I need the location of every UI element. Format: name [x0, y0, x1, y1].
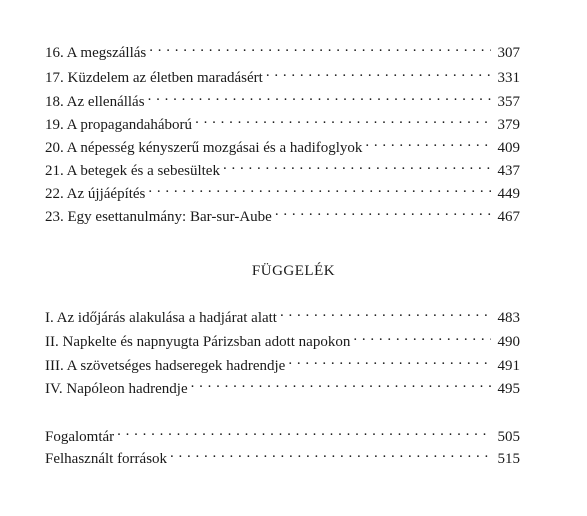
leader-dots [148, 178, 491, 198]
toc-entry-chapter-23 [45, 201, 520, 225]
toc-entry-label: IV. Napóleon hadrendje [45, 381, 188, 397]
toc-entry-chapter-21 [45, 155, 520, 179]
toc-entry-label: 21. A betegek és a sebesültek [45, 163, 220, 179]
toc-entry-label: 16. A megszállás [45, 45, 147, 61]
toc-entry-label: 22. Az újjáépítés [45, 186, 146, 202]
toc-entry-glossary [45, 421, 520, 445]
leader-dots [288, 350, 491, 370]
leader-dots [275, 201, 491, 221]
toc-entry-page: 449 [497, 186, 520, 202]
toc-entry-chapter-22 [45, 178, 520, 202]
toc-entry-label: 23. Egy esettanulmány: Bar-sur-Aube [45, 209, 272, 225]
toc-entry-chapter-17 [45, 62, 520, 86]
toc-entry-label: 17. Küzdelem az életben maradásért [45, 70, 263, 86]
leader-dots [353, 326, 491, 346]
toc-entry-page: 379 [497, 117, 520, 133]
toc-entry-page: 357 [497, 94, 520, 110]
leader-dots [117, 421, 491, 441]
toc-entry-label: II. Napkelte és napnyugta Párizsban adott napokon [45, 334, 351, 350]
toc-entry-label: Fogalomtár [45, 429, 115, 445]
toc-entry-page: 467 [497, 209, 520, 225]
toc-entry-appendix-3 [45, 350, 520, 374]
toc-entry-chapter-16 [45, 37, 520, 61]
toc-entry-page: 437 [497, 163, 520, 179]
leader-dots [149, 37, 491, 57]
leader-dots [195, 109, 491, 129]
toc-entry-label: III. A szövetséges hadseregek hadrendje [45, 358, 286, 374]
toc-entry-appendix-2 [45, 326, 520, 350]
toc-entry-sources [45, 443, 520, 467]
toc-entry-page: 495 [497, 381, 520, 397]
leader-dots [266, 62, 491, 82]
toc-entry-page: 491 [497, 358, 520, 374]
toc-entry-page: 505 [497, 429, 520, 445]
toc-entry-page: 409 [497, 140, 520, 156]
leader-dots [223, 155, 491, 175]
toc-entry-label: 19. A propagandaháború [45, 117, 193, 133]
toc-entry-page: 331 [497, 70, 520, 86]
leader-dots [365, 132, 491, 152]
toc-entry-appendix-4 [45, 373, 520, 397]
toc-entry-label: 20. A népesség kényszerű mozgásai és a hadifoglyok [45, 140, 363, 156]
toc-entry-page: 307 [497, 45, 520, 61]
toc-entry-chapter-18 [45, 86, 520, 110]
leader-dots [280, 302, 491, 322]
appendix-heading: FÜGGELÉK [251, 263, 336, 279]
toc-entry-appendix-1 [45, 302, 520, 326]
toc-entry-label: Felhasznált források [45, 451, 168, 467]
leader-dots [170, 443, 491, 463]
toc-entry-page: 515 [497, 451, 520, 467]
leader-dots [191, 373, 491, 393]
toc-entry-page: 490 [497, 334, 520, 350]
toc-entry-page: 483 [497, 310, 520, 326]
leader-dots [148, 86, 491, 106]
toc-entry-chapter-19 [45, 109, 520, 133]
toc-entry-label: I. Az időjárás alakulása a hadjárat alatt [45, 310, 277, 326]
toc-entry-label: 18. Az ellenállás [45, 94, 145, 110]
toc-entry-chapter-20 [45, 132, 520, 156]
